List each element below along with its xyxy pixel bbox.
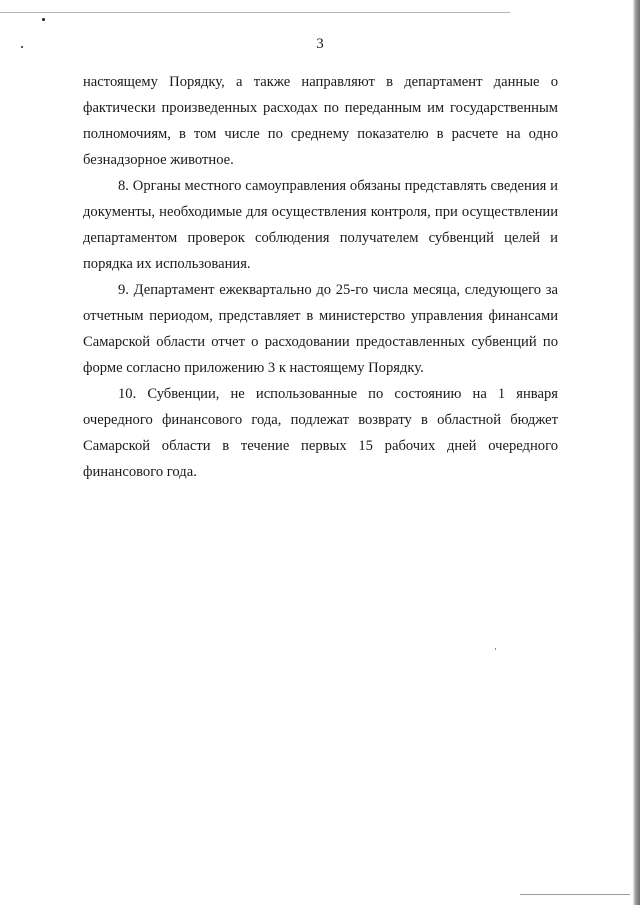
page-number: 3 xyxy=(316,36,324,52)
paragraph-8: 8. Органы местного самоуправления обязаны представлять сведения и документы, необходимые для осуществления контроля, при осуществлении департаментом проверок соблюдения получателем субвенций целей и порядка их использования. xyxy=(83,178,558,272)
scan-edge-shadow xyxy=(633,0,640,905)
scan-artifact-dot xyxy=(42,18,45,21)
paragraph-10: 10. Субвенции, не использованные по состоянию на 1 января очередного финансового года, подлежат возврату в областной бюджет Самарской области в течение первых 15 рабочих дней очередного финансового года. xyxy=(83,386,558,480)
scan-artifact-dot xyxy=(495,648,496,650)
paragraph-continuation: настоящему Порядку, а также направляют в департамент данные о фактически произведенных расходах по переданным им государственным полномочиям, в том числе по среднему показателю в расчете на одно безнадзорное животное. xyxy=(83,74,558,168)
document-body xyxy=(83,69,558,485)
scan-artifact-line xyxy=(0,12,510,13)
scan-artifact-line xyxy=(520,894,630,895)
paragraph-9: 9. Департамент ежеквартально до 25-го числа месяца, следующего за отчетным периодом, представляет в министерство управления финансами Самарской области отчет о расходовании предоставленных субвенций по форме согласно приложению 3 к настоящему Порядку. xyxy=(83,282,558,376)
